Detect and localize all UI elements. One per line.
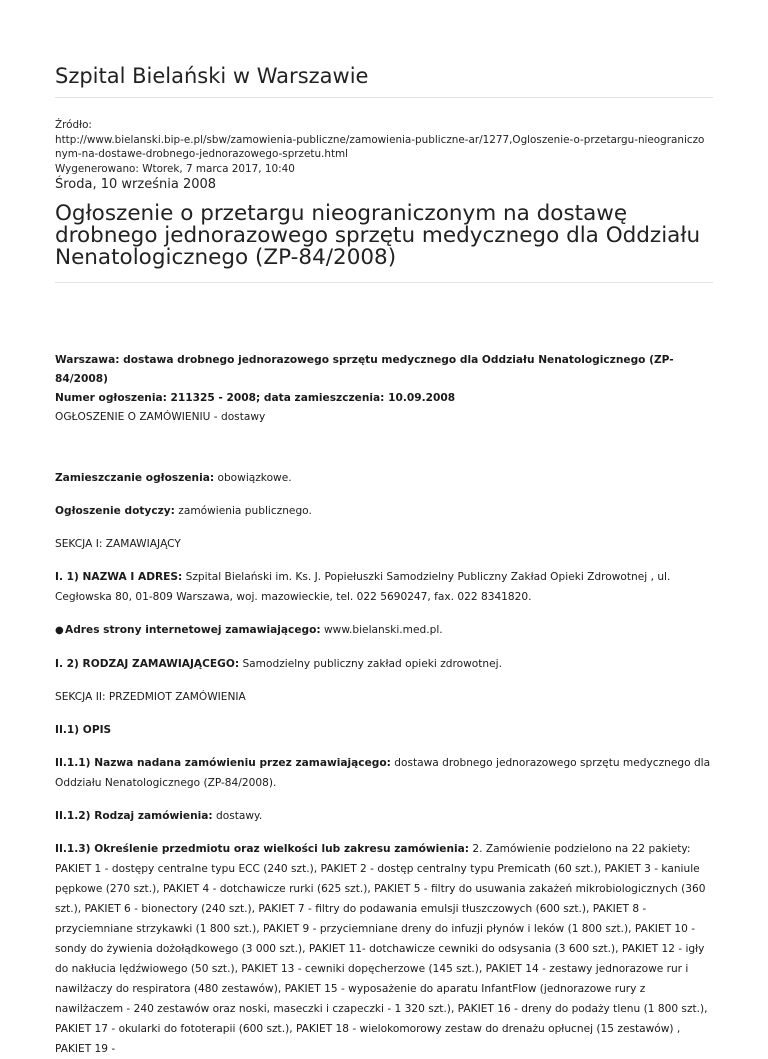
divider [55, 282, 713, 283]
ii11-value: dostawa drobnego jednorazowego sprzętu medycznego dla Oddziału Nenatologicznego (ZP-84/2008). [55, 757, 711, 790]
ii13-value: 2. Zamówienie podzielono na 22 pakiety: PAKIET 1 - dostępy centralne typu ECC (240 szt.), PAKIET 2 - dostęp centralny typu Premicath (60 szt.), PAKIET 3 - kaniule pępkowe (270 szt.), PAKIET 4 - dotchawicze rurki (625 szt.), PAKIET 5 - filtry do usuwania zakażeń mikrobiologicznych (360 szt.), PAKIET 6 - bionectory (240 szt.), PAKIET 7 - filtry do podawania emulsji tłuszczowych (600 szt.), PAKIET 8 - przyciemniane strzykawki (1 800 szt.), PAKIET 9 - przyciemniane dreny do infuzji płynów i leków (1 800 szt.), PAKIET 10 - sondy do żywienia dożołądkowego (3 000 szt.), PAKIET 11- dotchawicze cewniki do odsysania (3 600 szt.), PAKIET 12 - igły do nakłucia lędźwiowego (50 szt.), PAKIET 13 - cewniki dopęcherzowe (145 szt.), PAKIET 14 - zestawy jednorazowe rur i nawilżaczy do respiratora (480 zestawów), PAKIET 15 - wyposażenie do aparatu InfantFlow (jednorazowe rury z nawilżaczem - 240 zestawów oraz noski, maseczki i czapeczki - 1 320 szt.), PAKIET 16 - dreny do podaży tlenu (1 800 szt.), PAKIET 17 - okularki do fototerapii (600 szt.), PAKIET 18 - wielokomorowy zestaw do drenażu opłucnej (15 zestawów) , PAKIET 19 - [55, 843, 708, 1056]
www-list-item [55, 620, 713, 641]
bullet-icon: ● [55, 625, 64, 637]
ii1-label: II.1) OPIS [55, 724, 112, 737]
zamieszczanie-paragraph [55, 468, 713, 488]
sekcja-1-heading: SEKCJA I: ZAMAWIAJĄCY [55, 538, 181, 551]
source-meta [55, 118, 713, 176]
i2-label: I. 2) RODZAJ ZAMAWIAJĄCEGO: [55, 658, 240, 671]
source-label: Źródło: [55, 119, 92, 131]
ii11-paragraph [55, 753, 713, 793]
divider [55, 97, 713, 98]
document-title: Ogłoszenie o przetargu nieograniczonym na dostawę drobnego jednorazowego sprzętu medycznego dla Oddziału Nenatologicznego (ZP-84/2008) [55, 201, 701, 271]
i1-paragraph [55, 567, 713, 607]
document-page [55, 0, 713, 1059]
lead-line-1: Warszawa: dostawa drobnego jednorazowego sprzętu medycznego dla Oddziału Nenatologicznego (ZP-84/2008) [55, 354, 674, 386]
ii13-paragraph [55, 839, 713, 1059]
ii11-label: II.1.1) Nazwa nadana zamówieniu przez zamawiającego: [55, 757, 391, 770]
ii13-label: II.1.3) Określenie przedmiotu oraz wielkości lub zakresu zamówienia: [55, 843, 470, 856]
zamieszczanie-value: obowiązkowe. [214, 472, 292, 485]
dotyczy-label: Ogłoszenie dotyczy: [55, 505, 175, 518]
i1-value: Szpital Bielański im. Ks. J. Popiełuszki Samodzielny Publiczny Zakład Opieki Zdrowotnej , ul. Cegłowska 80, 01-809 Warszawa, woj. mazowieckie, tel. 022 5690247, fax. 022 8341820. [55, 571, 671, 604]
zamieszczanie-label: Zamieszczanie ogłoszenia: [55, 472, 215, 485]
ii12-value: dostawy. [212, 810, 263, 823]
ii12-paragraph [55, 806, 713, 826]
document-body [55, 351, 713, 1059]
site-title: Szpital Bielański w Warszawie [55, 64, 369, 88]
www-value: www.bielanski.med.pl. [320, 624, 443, 637]
www-label: Adres strony internetowej zamawiającego: [65, 624, 321, 637]
i1-label: I. 1) NAZWA I ADRES: [55, 571, 183, 584]
generated-timestamp: Wygenerowano: Wtorek, 7 marca 2017, 10:40 [55, 162, 295, 175]
dotyczy-value: zamówienia publicznego. [174, 505, 312, 518]
lead-line-2: Numer ogłoszenia: 211325 - 2008; data zamieszczenia: 10.09.2008 [55, 392, 456, 405]
lead-line-3: OGŁOSZENIE O ZAMÓWIENIU - dostawy [55, 411, 266, 424]
ii1-heading [55, 720, 713, 740]
i2-value: Samodzielny publiczny zakład opieki zdrowotnej. [239, 658, 502, 671]
source-url-line2: nym-na-dostawe-drobnego-jednorazowego-sprzetu.html [55, 148, 349, 161]
ii12-label: II.1.2) Rodzaj zamówienia: [55, 810, 213, 823]
dotyczy-paragraph [55, 501, 713, 521]
source-url-line1: http://www.bielanski.bip-e.pl/sbw/zamowienia-publiczne/zamowienia-publiczne-ar/1277,Ogloszenie-o-przetargu-nieograniczo [55, 133, 705, 146]
sekcja-2-heading: SEKCJA II: PRZEDMIOT ZAMÓWIENIA [55, 691, 246, 704]
i2-paragraph [55, 654, 713, 674]
publication-date: Środa, 10 września 2008 [55, 177, 217, 193]
